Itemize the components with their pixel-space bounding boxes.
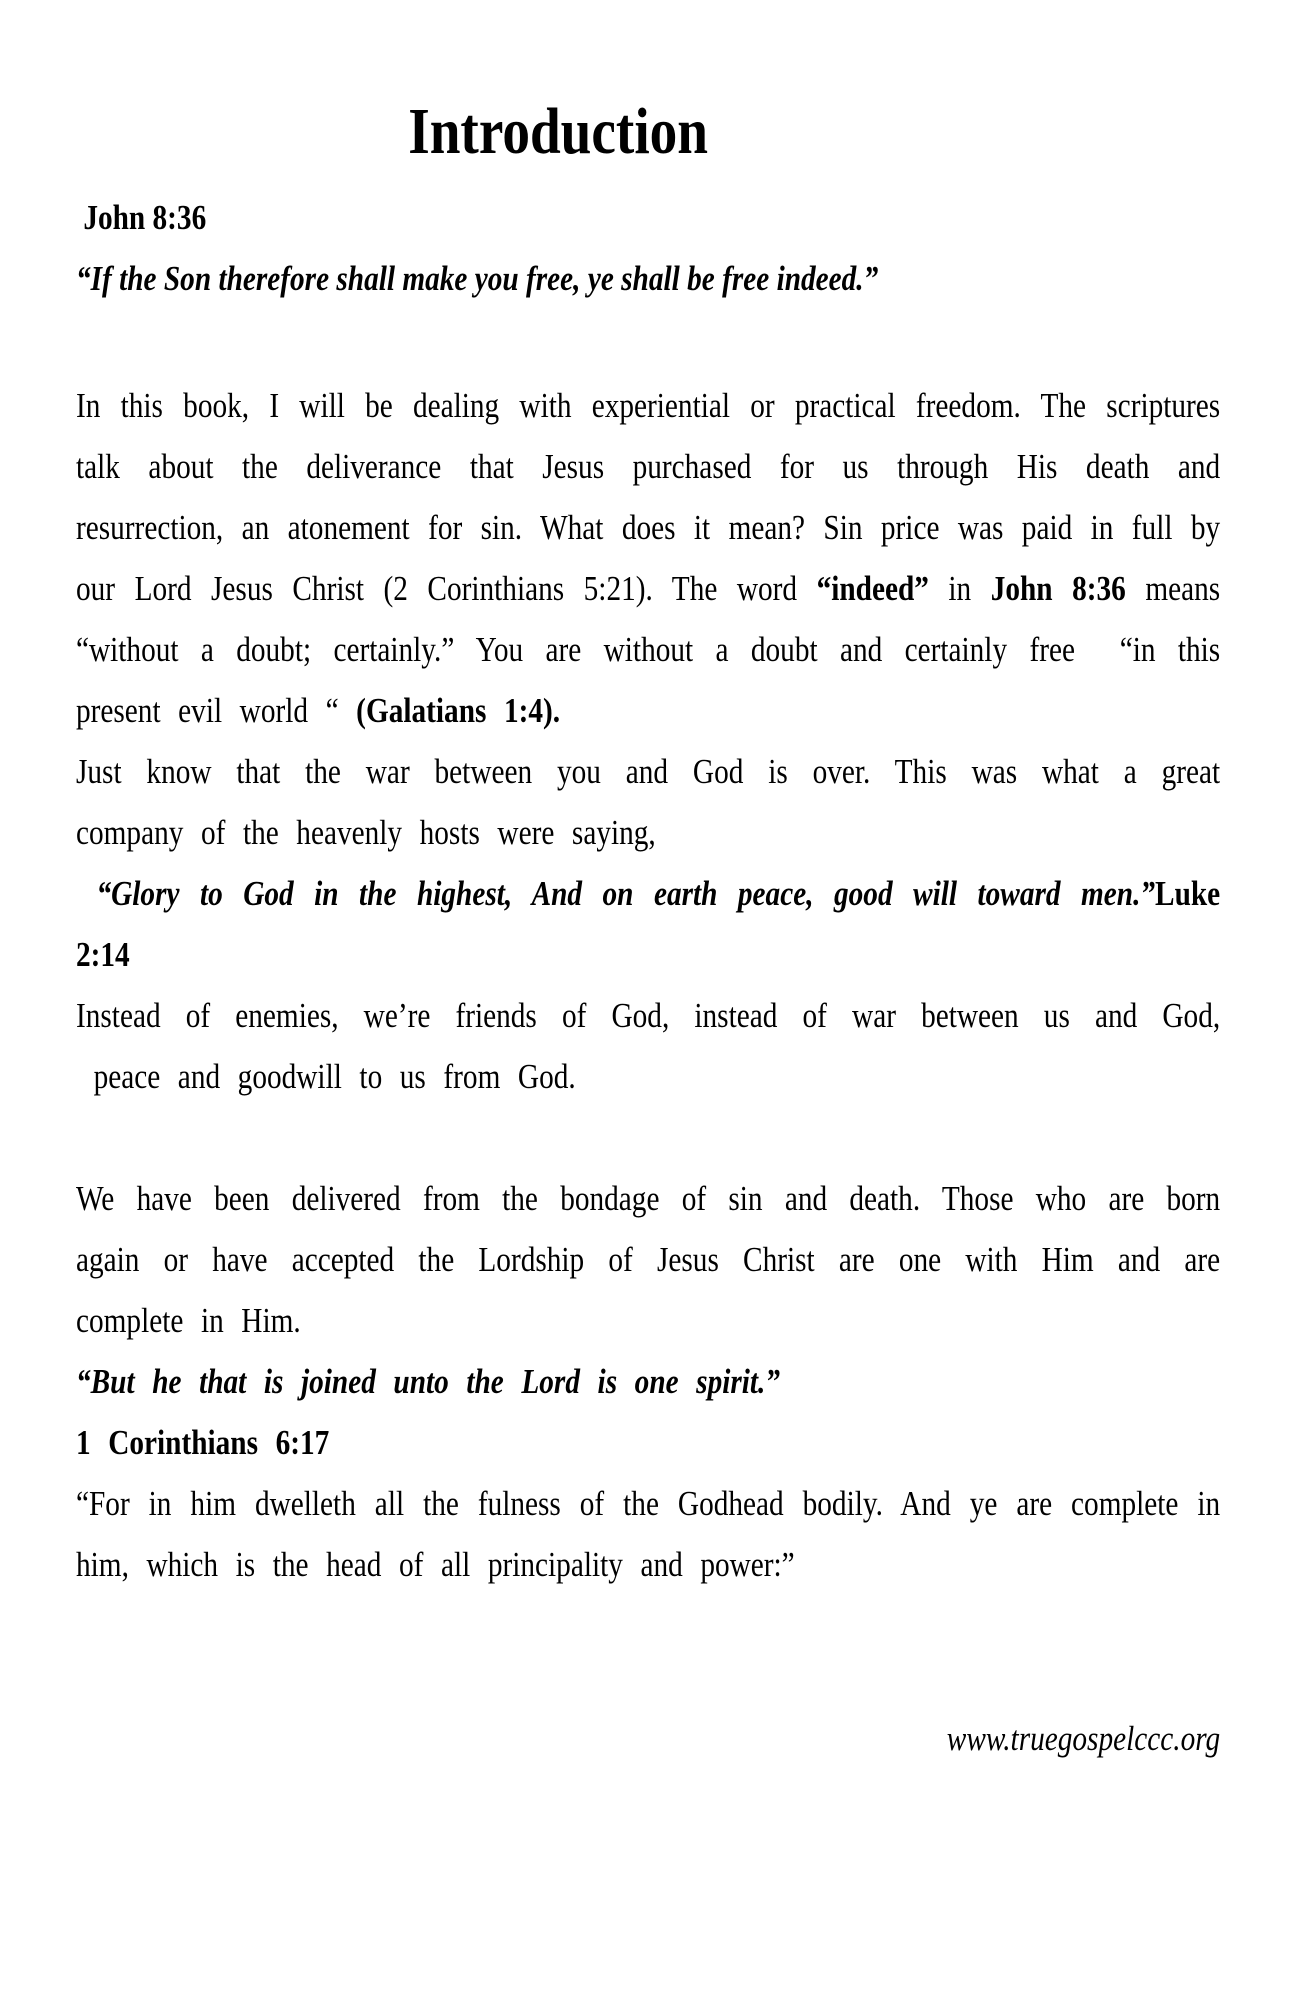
paragraph-luke-quote — [76, 863, 1220, 985]
emphasis-galatians-1-4: (Galatians 1:4). — [356, 691, 561, 730]
paragraph-fulness-of-godhead — [76, 1473, 1220, 1595]
paragraph-one-spirit-quote — [76, 1351, 1220, 1412]
body-text: means “without a doubt; certainly.” You are without a doubt and certainly free “in this present evil world “ — [76, 569, 1221, 730]
page-content — [76, 95, 1220, 1769]
footer-website-url: www.truegospelccc.org — [946, 1719, 1221, 1758]
scripture-quote-1-corinthians-6-17: “But he that is joined unto the Lord is one spirit.” — [76, 1362, 781, 1401]
scripture-quote-john-8-36: “If the Son therefore shall make you free, ye shall be free indeed.” — [76, 259, 879, 298]
body-text: “For in him dwelleth all the fulness of the Godhead bodily. And ye are complete in him, which is the head of all principality and power:” — [76, 1484, 1221, 1584]
body-text: We have been delivered from the bondage of sin and death. Those who are born again or have accepted the Lordship of Jesus Christ are one with Him and are complete in Him. — [76, 1179, 1221, 1340]
reference-text: 1 Corinthians 6:17 — [76, 1423, 330, 1462]
paragraph-experiential-freedom — [76, 375, 1220, 741]
scripture-reference-john-8-36: John 8:36 — [76, 198, 207, 237]
body-text: Just know that the war between you and God is over. This was what a great company of the heavenly hosts were saying, — [76, 752, 1221, 852]
page-title: Introduction — [408, 95, 709, 168]
body-text: in — [928, 569, 991, 608]
scripture-quote-luke-2-14: “Glory to God in the highest, And on earth peace, good will toward men.” — [76, 874, 1156, 913]
spacer — [76, 1107, 1220, 1168]
paragraph-friends-of-god — [76, 985, 1220, 1107]
emphasis-indeed: “indeed” — [816, 569, 929, 608]
body-text: In this book, I will be dealing with experiential or practical freedom. The scriptures talk about the deliverance that Jesus purchased for us through His death and resurrection, an atonement for sin. What does it mean? Sin price was paid in full by our Lord Jesus Christ (2 Corinthians 5:21). The word — [76, 386, 1221, 608]
body-text: Instead of enemies, we’re friends of God, instead of war between us and God, peace and goodwill to us from God. — [76, 996, 1221, 1096]
scripture-reference-luke-2-14: Luke 2:14 — [76, 874, 1221, 974]
paragraph-delivered-from-bondage — [76, 1168, 1220, 1351]
paragraph-war-is-over — [76, 741, 1220, 863]
spacer — [76, 309, 1220, 375]
scripture-reference-1-corinthians-6-17 — [76, 1412, 1220, 1473]
emphasis-john-8-36: John 8:36 — [990, 569, 1126, 608]
